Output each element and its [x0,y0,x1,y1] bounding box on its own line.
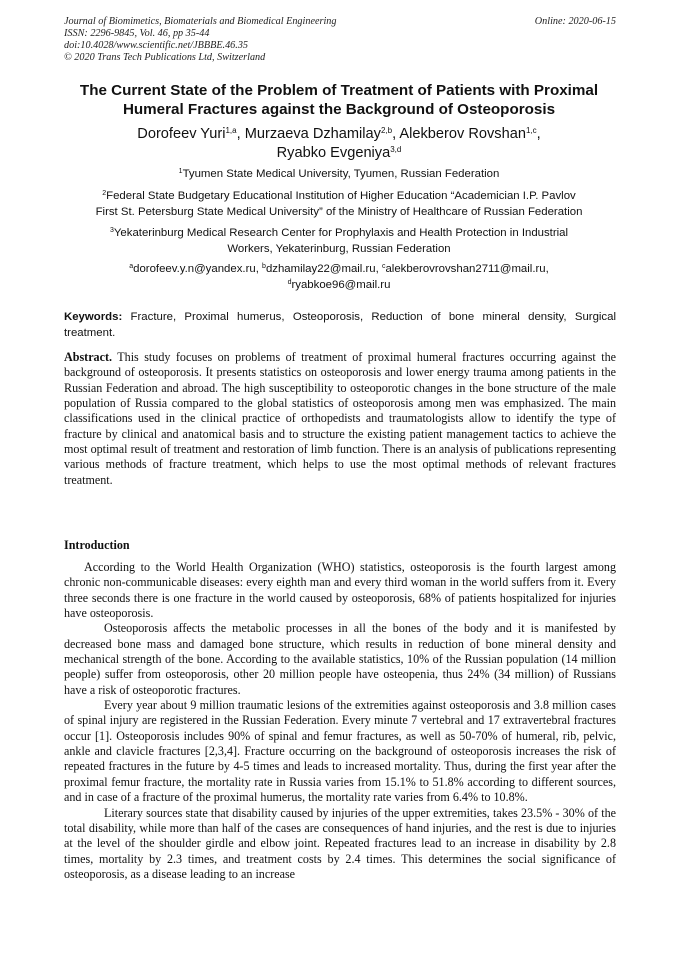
affiliation-text: Yekaterinburg Medical Research Center for Prophylaxis and Health Protection in Industrial [113,227,569,239]
affiliation-text: Workers, Yekaterinburg, Russian Federation [227,242,451,255]
author-affiliation-marker: 1,c [525,126,537,135]
affiliation-2 [40,189,638,220]
author-name: Murzaeva Dzhamilay [244,126,381,142]
affiliation-marker: 3 [109,227,114,234]
body-paragraph: According to the World Health Organization (WHO) statistics, osteoporosis is the fourth largest among chronic non-communicable diseases: every eighth man and every third woman in the world suffers from it. Every three seconds there is one fracture in the world caused by osteoporosis, 68% of patients hospitalized for injuries have osteoporosis. [64,560,616,621]
email-address: alekberovrovshan2711@mail.ru, [385,263,549,275]
email-marker: b [262,263,266,270]
affiliation-text: Tyumen State Medical University, Tyumen, Russian Federation [182,168,500,180]
affiliation-3 [40,226,638,257]
affiliation-marker: 2 [102,190,107,197]
abstract-label: Abstract. [64,350,113,364]
journal-header [64,16,616,64]
journal-issn: ISSN: 2296-9845, Vol. 46, pp 35-44 [64,28,210,39]
email-address: ryabkoe96@mail.ru [291,278,391,291]
author-separator: , [536,126,541,142]
author-name: Dorofeev Yuri [137,126,226,142]
paper-title-line: Humeral Fractures against the Background of Osteoporosis [122,101,556,118]
body-paragraph: Literary sources state that disability caused by injuries of the upper extremities, takes 23.5% - 30% of the total disability, while more than half of the cases are consequences of hand injuries, and the rest is due to injuries at the level of the shoulder girdle and elbow joint. Repeated fractures lead to an increase in disability by 2.8 times, mortality by 2.3 times, and treatment costs by 2.4 times. This determines the social significance of osteoporosis, as a disease leading to an increase [64,805,616,881]
body-paragraph: Osteoporosis affects the metabolic processes in all the bones of the body and it is manifested by decreased bone mass and damaged bone structure, which results in reduction of bone mineral density and mechanical strength of the bone. According to the available statistics, 10% of the Russian population (14 million people) suffer from osteoporosis, other 20 million people have osteopenia, thus 24% (34 million) of Russians have a risk of osteoporotic fractures. [64,621,616,697]
online-date: Online: 2020-06-15 [534,16,616,27]
author-affiliation-marker: 2,b [380,126,393,135]
affiliation-1 [40,167,638,183]
introduction-body [64,560,616,882]
keywords [64,309,616,341]
abstract [64,350,616,488]
journal-copyright: © 2020 Trans Tech Publications Ltd, Switzerland [64,52,266,63]
email-marker: d [287,278,292,286]
affiliation-marker: 1 [178,168,183,175]
paper-title [40,81,638,119]
body-paragraph: Every year about 9 million traumatic lesions of the extremities against osteoporosis and 3.8 million cases of spinal injury are registered in the Russian Federation. Every minute 7 vertebral and 17 extravertebral fractures occur [1]. Osteoporosis includes 90% of spinal and femur fractures, as well as 50-70% of humeral, rib, pelvic, ankle and clavicle fractures [2,3,4]. Fracture occurring on the background of osteoporosis increases the risk of repeated fractures in the future by 4-5 times and leads to increased mortality. Thus, during the first year after the proximal femur fracture, the mortality rate in Russia varies from 15.1% to 51.8% according to different sources, and in case of a fracture of the proximal humerus, the mortality rate varies from 6.4% to 10.8%. [64,698,616,805]
journal-doi: doi:10.4028/www.scientific.net/JBBBE.46.35 [64,40,249,51]
author-separator: , [236,126,245,142]
paper-title-line: The Current State of the Problem of Treatment of Patients with Proximal [79,82,599,99]
author-list [40,125,638,163]
email-address: dorofeev.y.n@yandex.ru, [133,263,263,275]
affiliation-text: Federal State Budgetary Educational Institution of Higher Education “Academician I.P. Pavlov [106,190,576,202]
author-emails [40,262,638,293]
author-name: Alekberov Rovshan [399,126,526,142]
author-separator: , [392,126,400,142]
author-affiliation-marker: 3,d [390,145,402,154]
email-address: dzhamilay22@mail.ru, [265,263,382,275]
email-marker: c [381,263,386,270]
section-heading: Introduction [64,538,130,552]
journal-name: Journal of Biomimetics, Biomaterials and Biomedical Engineering [64,16,337,27]
keywords-label: Keywords: [64,311,123,323]
author-name: Ryabko Evgeniya [276,145,391,161]
abstract-text: This study focuses on problems of treatment of proximal humeral fractures occurring against the background of osteoporosis. It presents statistics on osteoporosis and lower energy trauma among patients in the Russian Federation and abroad. The high susceptibility to osteoporotic changes in the bone structure of the male population of Russia compared to the global statistics of osteoporosis among men was emphasized. The main classifications used in the clinical practice of orthopedists and traumatologists allow to identify the type of fracture by clinical and anatomical basis and to structure the existing patient management tactics to achieve the most optimal result of treatment and restoration of limb function. There is an analysis of publications representing various methods of fracture treatment, which helps to use the most optimal methods of relevant fractures treatment. [64,350,616,487]
keywords-text: Fracture, Proximal humerus, Osteoporosis, Reduction of bone mineral density, Surgical treatment. [64,311,616,339]
affiliation-text: First St. Petersburg State Medical University” of the Ministry of Healthcare of Russian Federation [95,205,583,218]
author-affiliation-marker: 1,a [225,126,237,135]
email-marker: a [129,263,134,270]
